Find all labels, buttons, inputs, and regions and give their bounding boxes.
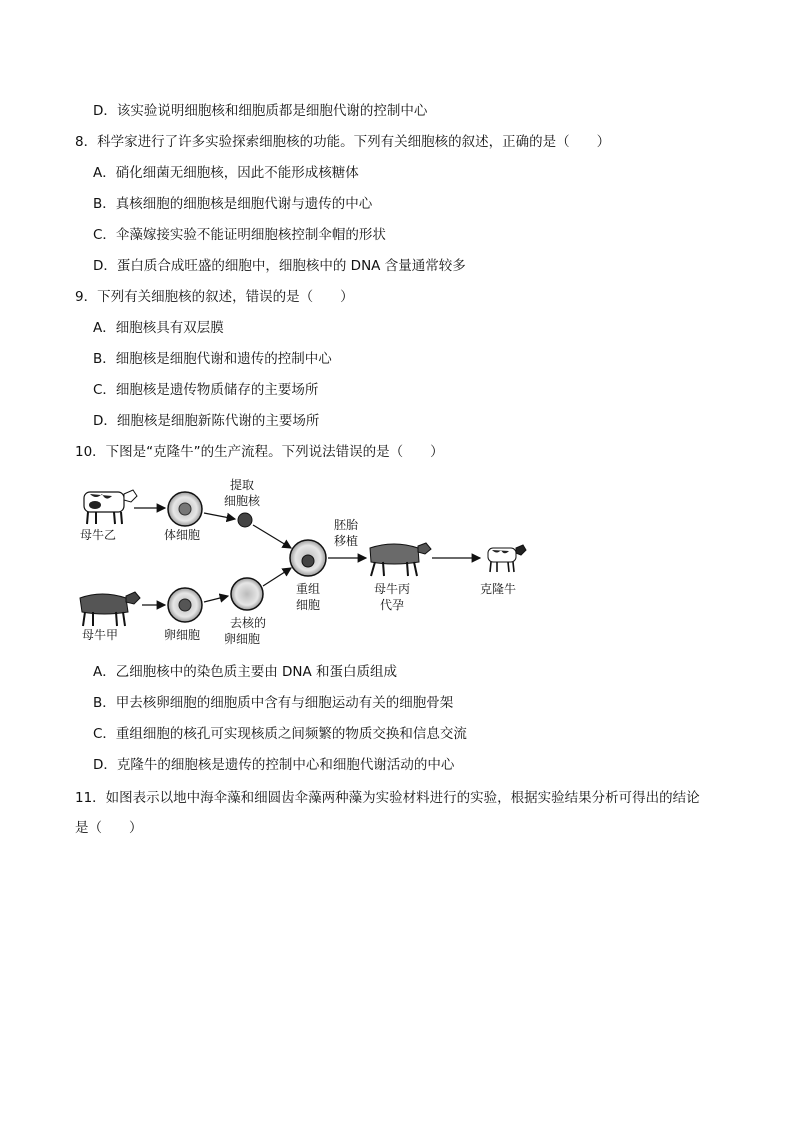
q10-stem: 10．下图是“克隆牛”的生产流程。下列说法错误的是（ ） [75,444,444,460]
label-recomb-2: 细胞 [296,598,321,612]
q10-option-a: A．乙细胞核中的染色质主要由 DNA 和蛋白质组成 [93,664,398,680]
label-recomb-1: 重组 [296,582,321,596]
cow-c-icon [370,543,431,576]
q9-stem: 9．下列有关细胞核的叙述，错误的是（ ） [75,289,354,305]
q9-option-c: C．细胞核是遗传物质储存的主要场所 [93,382,319,398]
q11-stem-line1: 11．如图表示以地中海伞藻和细圆齿伞藻两种藻为实验材料进行的实验，根据实验结果分析可得出的结论 [75,790,700,806]
label-body-cell: 体细胞 [164,528,201,542]
cloning-flow-diagram [70,472,540,652]
somatic-cell-icon [168,492,202,526]
egg-cell-icon [168,588,202,622]
q8-option-c: C．伞藻嫁接实验不能证明细胞核控制伞帽的形状 [93,227,386,243]
q9-option-b: B．细胞核是细胞代谢和遗传的控制中心 [93,351,332,367]
label-extract-2: 细胞核 [224,494,261,508]
label-cow-c-1: 母牛丙 [374,582,411,596]
label-cow-b: 母牛乙 [80,528,117,542]
enucleated-egg-icon [231,578,263,610]
label-enuc-2: 卵细胞 [224,632,261,646]
cow-b-icon [84,490,137,524]
diagram-graphics [70,472,540,652]
label-enuc-1: 去核的 [230,616,267,630]
nucleus-icon [238,513,252,527]
q10-option-b: B．甲去核卵细胞的细胞质中含有与细胞运动有关的细胞骨架 [93,695,454,711]
q7-option-d: D．该实验说明细胞核和细胞质都是细胞代谢的控制中心 [93,103,428,119]
label-embryo-1: 胚胎 [334,518,359,532]
label-cow-a: 母牛甲 [82,628,119,642]
q8-option-d: D．蛋白质合成旺盛的细胞中，细胞核中的 DNA 含量通常较多 [93,258,466,274]
label-cow-c-2: 代孕 [380,598,405,612]
recombined-cell-icon [290,540,326,576]
q10-option-c: C．重组细胞的核孔可实现核质之间频繁的物质交换和信息交流 [93,726,467,742]
q8-option-b: B．真核细胞的细胞核是细胞代谢与遗传的中心 [93,196,373,212]
q11-stem-line2: 是（ ） [75,820,143,836]
label-embryo-2: 移植 [334,534,359,548]
label-clone: 克隆牛 [480,582,517,596]
label-extract-1: 提取 [230,478,255,492]
q8-option-a: A．硝化细菌无细胞核，因此不能形成核糖体 [93,165,359,181]
q9-option-a: A．细胞核具有双层膜 [93,320,224,336]
q10-option-d: D．克隆牛的细胞核是遗传的控制中心和细胞代谢活动的中心 [93,757,455,773]
clone-calf-icon [488,545,526,572]
q8-stem: 8．科学家进行了许多实验探索细胞核的功能。下列有关细胞核的叙述，正确的是（ ） [75,134,611,150]
label-egg: 卵细胞 [164,628,201,642]
q9-option-d: D．细胞核是细胞新陈代谢的主要场所 [93,413,320,429]
cow-a-icon [80,592,140,626]
